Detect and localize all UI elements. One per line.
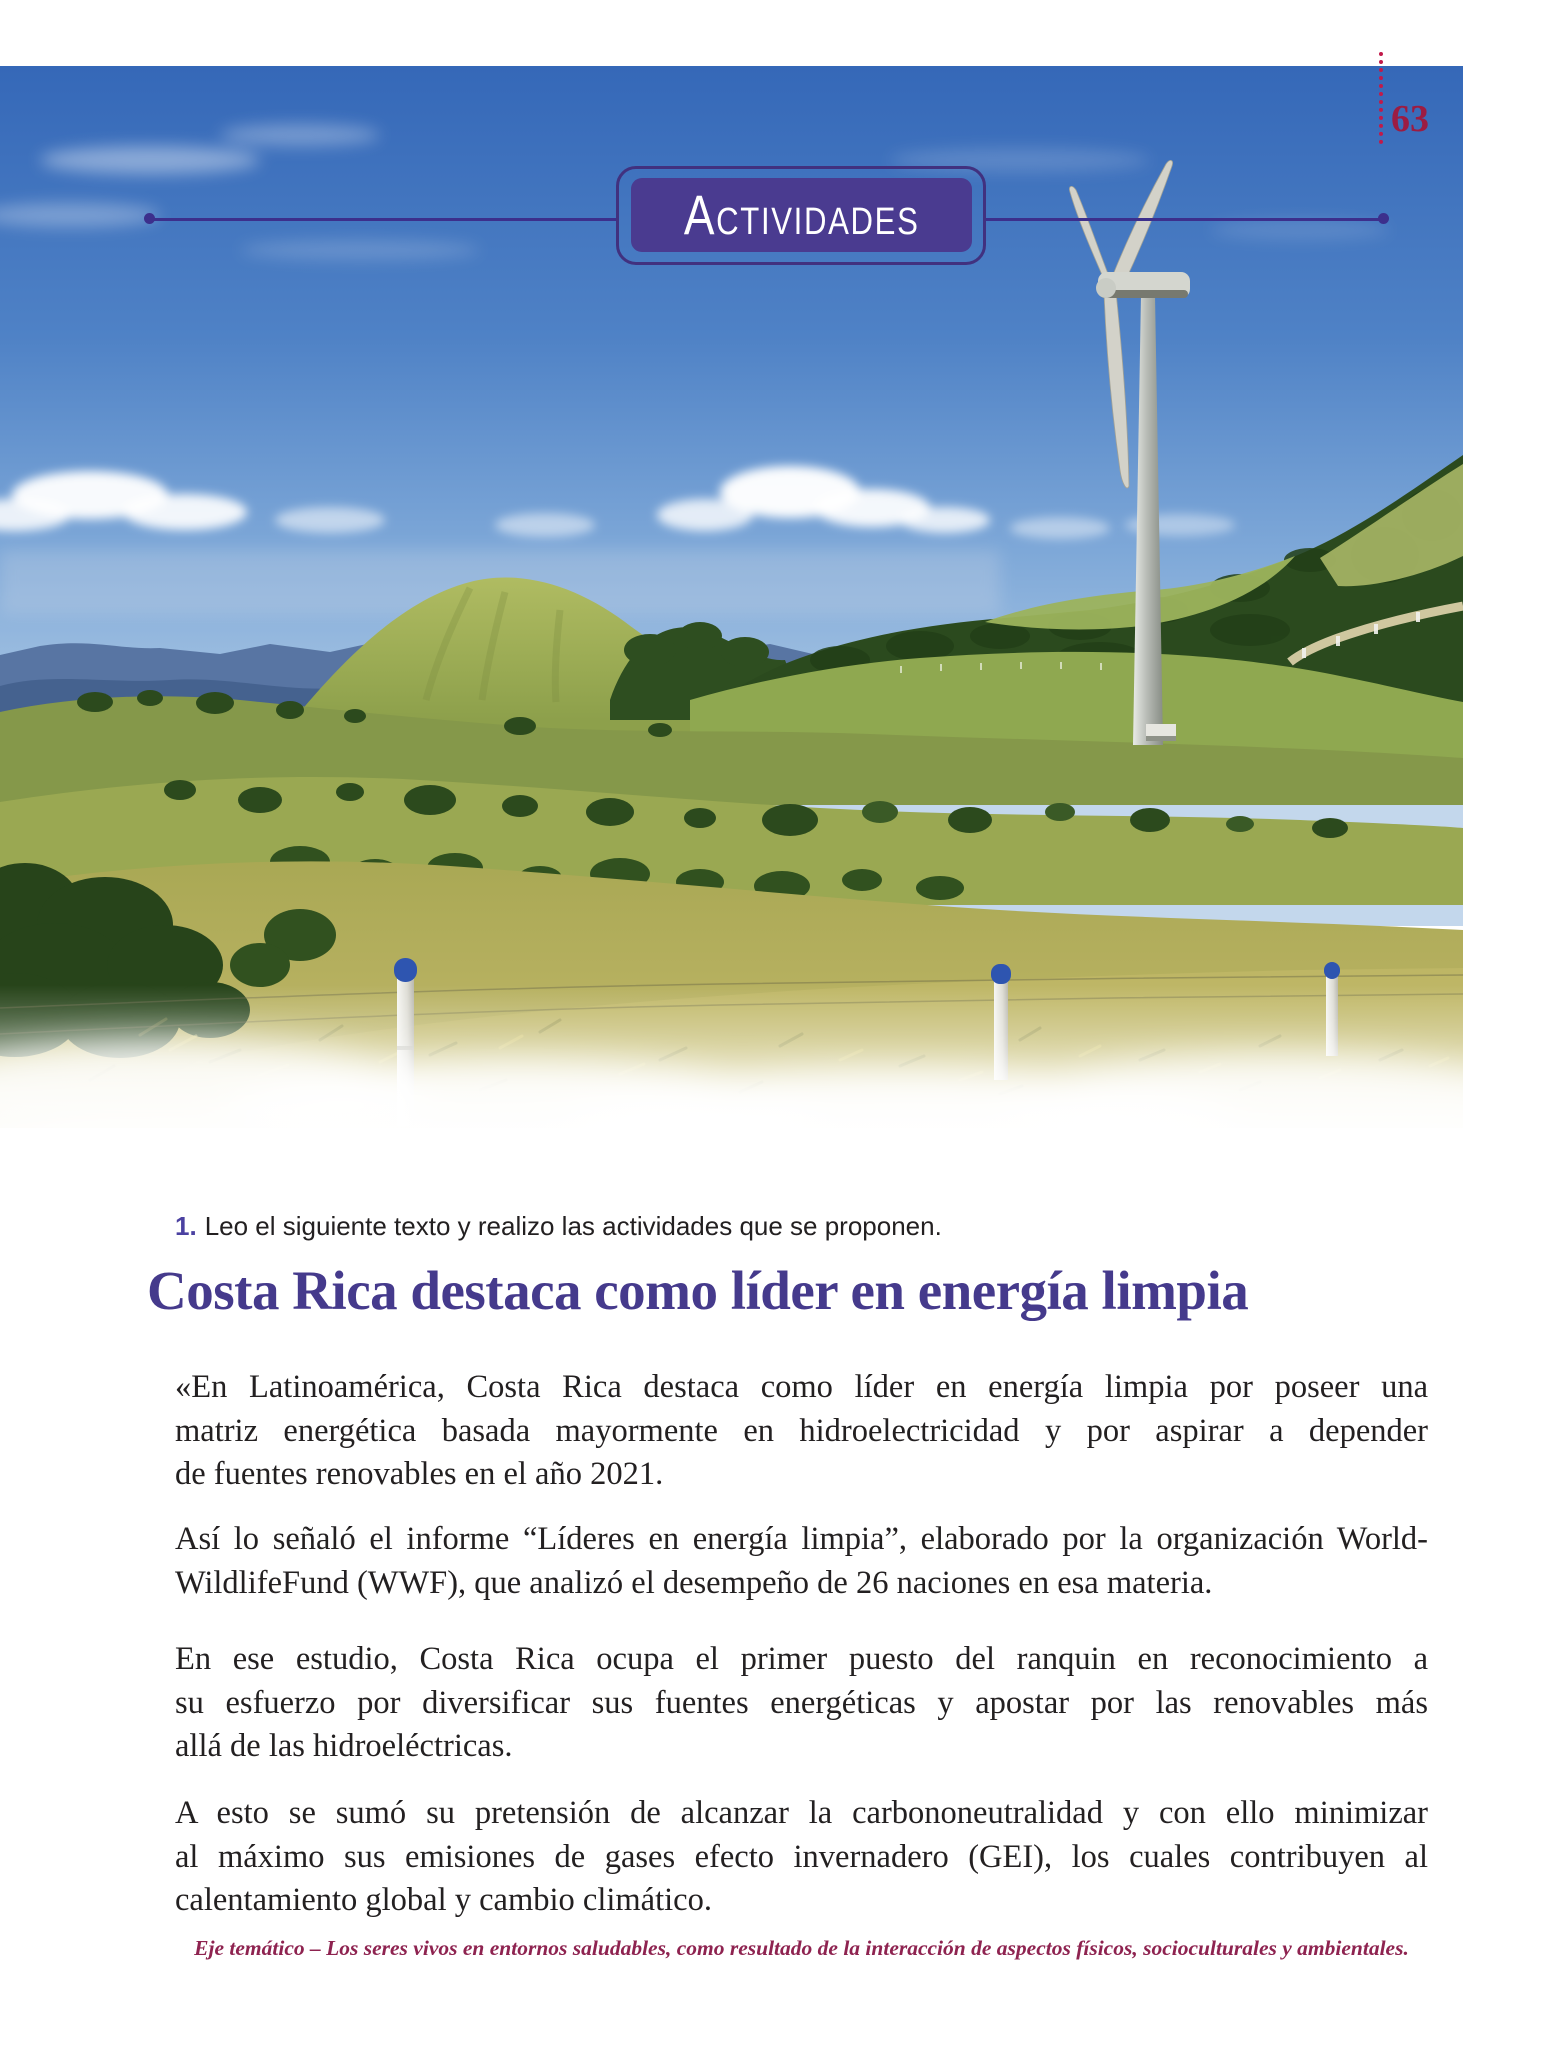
paragraph-1 — [175, 1366, 1428, 1497]
paragraph-3 — [175, 1638, 1428, 1769]
paragraph-line: «En Latinoamérica, Costa Rica destaca como líder en energía limpia por poseer una — [175, 1369, 1428, 1405]
activity-text: Leo el siguiente texto y realizo las actividades que se proponen. — [204, 1211, 942, 1241]
paragraph-line: su esfuerzo por diversificar sus fuentes energéticas y apostar por las renovables más — [175, 1684, 1428, 1721]
paragraph-line: Así lo señaló el informe “Líderes en energía limpia”, elaborado por la organización World- — [175, 1521, 1428, 1557]
activities-badge — [631, 178, 972, 252]
page-number-dotted-line — [1379, 52, 1383, 144]
turbine-hub — [1096, 278, 1116, 298]
paragraph-line: A esto se sumó su pretensión de alcanzar la carbononeutralidad y con ello minimizar — [175, 1795, 1428, 1831]
activity-number: 1. — [175, 1211, 197, 1241]
article-title: Costa Rica destaca como líder en energía limpia — [147, 1260, 1249, 1321]
paragraph-line: matriz energética basada mayormente en hidroelectricidad y por aspirar a depender — [175, 1412, 1428, 1449]
paragraph-line: allá de las hidroeléctricas. — [175, 1728, 513, 1764]
paragraph-line: al máximo sus emisiones de gases efecto invernadero (GEI), los cuales contribuyen al — [175, 1838, 1428, 1875]
header-rule-left — [152, 218, 618, 221]
header-rule-right — [985, 218, 1383, 221]
paragraph-line: En ese estudio, Costa Rica ocupa el primer puesto del ranquin en reconocimiento a — [175, 1641, 1428, 1677]
thematic-axis-footer: Eje temático – Los seres vivos en entornos saludables, como resultado de la interacción de aspectos físicos, socioculturales y ambientales. — [194, 1936, 1409, 1960]
paragraph-line: de fuentes renovables en el año 2021. — [175, 1456, 664, 1492]
activities-badge-label: ACTIVIDADES — [683, 183, 920, 246]
page-number: 63 — [1391, 98, 1429, 140]
header-rule-right-dot — [1378, 213, 1389, 224]
paragraph-4 — [175, 1792, 1428, 1923]
paragraph-2 — [175, 1518, 1428, 1605]
paragraph-line: calentamiento global y cambio climático. — [175, 1882, 712, 1918]
paragraph-line: WildlifeFund (WWF), que analizó el desempeño de 26 naciones en esa materia. — [175, 1564, 1213, 1601]
activity-instruction — [175, 1211, 942, 1242]
header-rule-left-dot — [144, 213, 155, 224]
bottom-fade — [0, 985, 1463, 1165]
